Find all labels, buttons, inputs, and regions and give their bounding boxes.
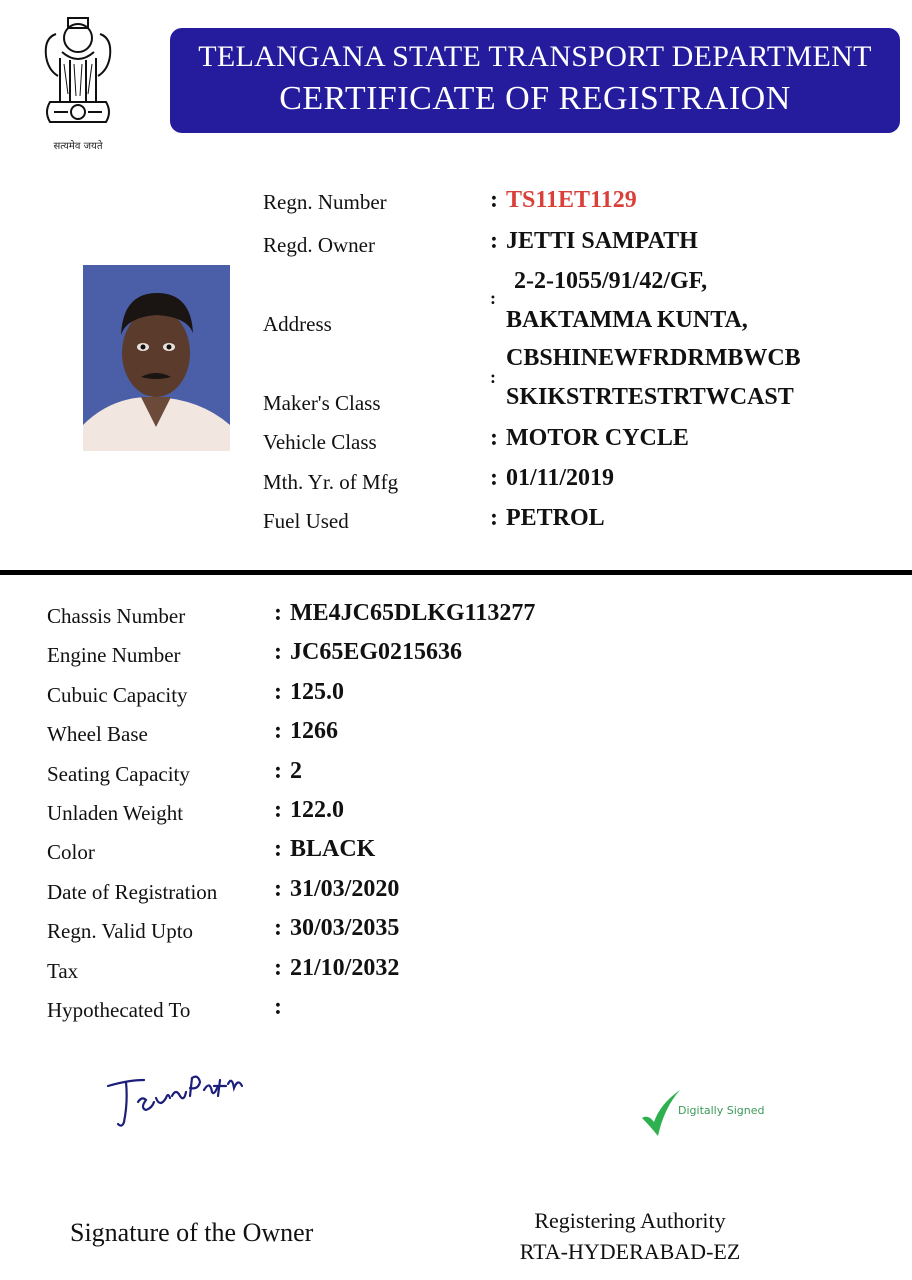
field-value: 122.0 [290, 797, 344, 823]
regn-number-colon: : [490, 187, 498, 213]
field-colon: : [274, 758, 282, 784]
authority-title: Registering Authority [534, 1208, 726, 1233]
field-colon: : [274, 718, 282, 744]
field-label: Color [47, 840, 95, 864]
header-banner [170, 28, 900, 133]
field-label: Date of Registration [47, 880, 218, 904]
makers-class-label: Maker's Class [263, 391, 381, 415]
certificate-title: CERTIFICATE OF REGISTRAION [279, 80, 791, 117]
mfg-value: 01/11/2019 [506, 465, 615, 491]
field-value: ME4JC65DLKG113277 [290, 600, 536, 626]
national-emblem [28, 8, 128, 158]
field-label: Hypothecated To [47, 998, 191, 1022]
field-label: Tax [47, 959, 79, 983]
field-value: 31/03/2020 [290, 876, 400, 902]
fuel-value: PETROL [506, 505, 605, 531]
owner-photo [83, 265, 230, 451]
makers-class-line1: CBSHINEWFRDRMBWCB [506, 345, 801, 371]
field-colon: : [274, 876, 282, 902]
makers-class-line2: SKIKSTRTESTRTWCAST [506, 384, 794, 410]
regn-number-label: Regn. Number [263, 190, 387, 214]
field-label: Unladen Weight [47, 801, 184, 825]
field-label: Regn. Valid Upto [47, 919, 194, 943]
digitally-signed-text: Digitally Signed [678, 1104, 765, 1117]
field-label: Cubuic Capacity [47, 683, 188, 707]
owner-value: JETTI SAMPATH [506, 228, 698, 254]
field-colon: : [274, 797, 282, 823]
field-label: Engine Number [47, 643, 181, 667]
field-value: 2 [290, 758, 302, 784]
owner-signature-label: Signature of the Owner [70, 1218, 314, 1247]
owner-signature-image [100, 1068, 270, 1138]
field-value: 1266 [290, 718, 338, 744]
field-label: Seating Capacity [47, 762, 190, 786]
mfg-colon: : [490, 465, 498, 491]
field-colon: : [274, 679, 282, 705]
fuel-label: Fuel Used [263, 509, 349, 533]
field-value: 125.0 [290, 679, 344, 705]
national-emblem-icon [28, 8, 128, 136]
field-colon: : [274, 955, 282, 981]
address-line1: 2-2-1055/91/42/GF, [514, 268, 708, 294]
field-value: JC65EG0215636 [290, 639, 463, 665]
address-line2: BAKTAMMA KUNTA, [506, 307, 748, 333]
department-title: TELANGANA STATE TRANSPORT DEPARTMENT [198, 40, 872, 73]
fuel-colon: : [490, 505, 498, 531]
field-value: 30/03/2035 [290, 915, 400, 941]
address-label: Address [263, 312, 332, 336]
regn-number-value: TS11ET1129 [506, 187, 637, 213]
owner-label: Regd. Owner [263, 233, 375, 257]
field-colon: : [274, 915, 282, 941]
owner-colon: : [490, 228, 498, 254]
field-colon: : [274, 639, 282, 665]
vehicle-class-label: Vehicle Class [263, 430, 377, 454]
vehicle-class-value: MOTOR CYCLE [506, 425, 689, 451]
vehicle-class-colon: : [490, 425, 498, 451]
section-divider [0, 570, 912, 575]
makers-class-colon: : [490, 367, 496, 387]
address-colon: : [490, 288, 496, 308]
field-value: 21/10/2032 [290, 955, 400, 981]
field-colon: : [274, 600, 282, 626]
field-colon: : [274, 836, 282, 862]
authority-name: RTA-HYDERABAD-EZ [519, 1239, 741, 1264]
field-label: Wheel Base [47, 722, 148, 746]
emblem-motto: सत्यमेव जयते [53, 141, 103, 152]
digitally-signed-stamp [640, 1088, 800, 1140]
field-value: BLACK [290, 836, 376, 862]
field-label: Chassis Number [47, 604, 186, 628]
field-colon: : [274, 994, 282, 1020]
mfg-label: Mth. Yr. of Mfg [263, 470, 399, 494]
registering-authority [500, 1205, 760, 1267]
